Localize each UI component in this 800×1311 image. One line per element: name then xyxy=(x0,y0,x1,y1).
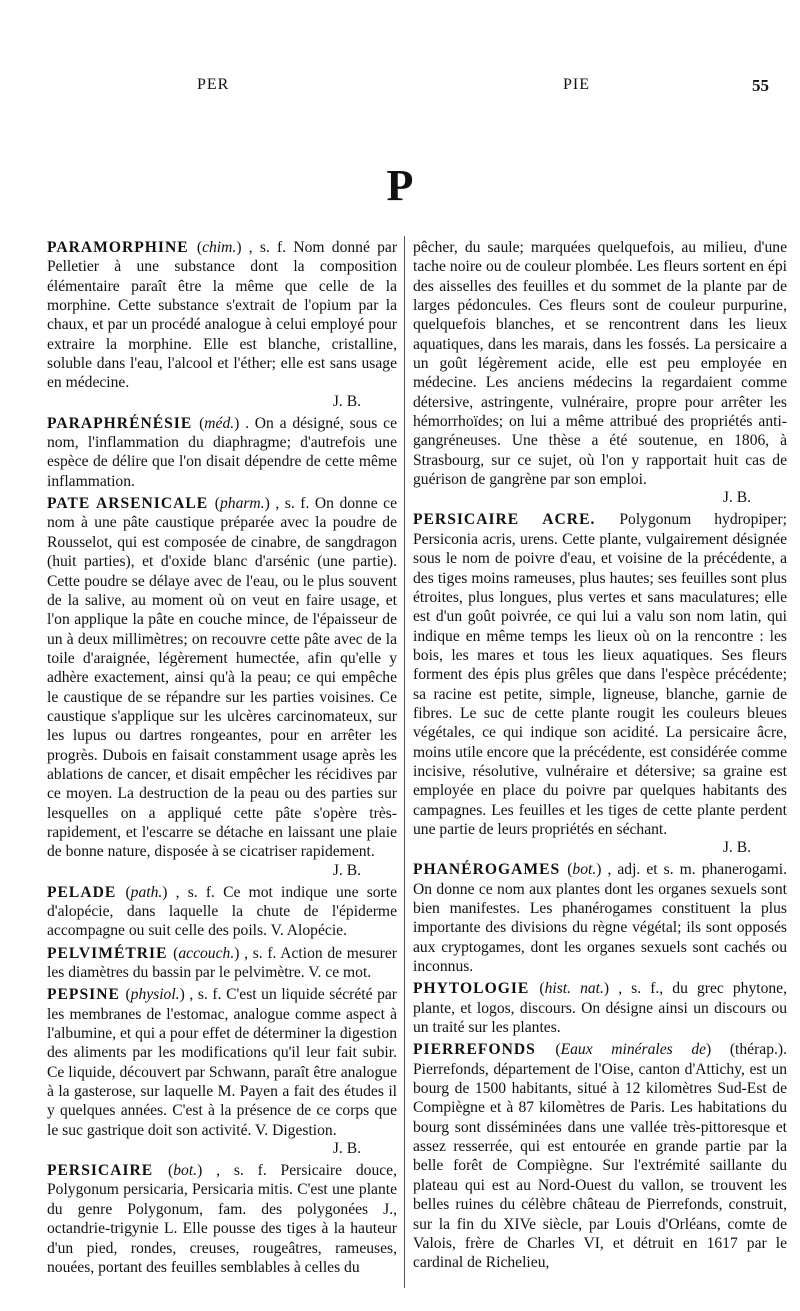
dictionary-entry xyxy=(47,414,397,491)
right-column xyxy=(413,238,787,1276)
dictionary-entry xyxy=(413,979,787,1037)
entry-headword: PATE ARSENICALE xyxy=(47,495,209,513)
running-head-right: PIE xyxy=(563,76,590,93)
section-letter: P xyxy=(386,161,414,210)
entry-domain: ( physiol. ) xyxy=(125,986,189,1003)
entry-domain: ( chim. ) xyxy=(197,239,249,256)
dictionary-entry xyxy=(47,1161,397,1277)
dictionary-entry xyxy=(47,883,397,941)
entry-signature: J. B. xyxy=(722,839,751,857)
entry-headword: PHYTOLOGIE xyxy=(413,980,530,998)
entry-domain: ( pharm. ) xyxy=(215,495,276,512)
entry-text: , s. f. Ce mot indique une sorte d'alopécie, dans laquelle la chute de l'épiderme accompagne ou suit celle des poils. V. Alopécie. xyxy=(47,883,398,940)
entry-headword: PERSICAIRE xyxy=(47,1162,154,1180)
entry-text: , adj. et s. m. phanerogami. On donne ce nom aux plantes dont les organes sexuels sont bien manifestes. Les phanérogames constituent la plus importante des divisions du règne végétal; ils sont opposés aux cryptogames, dont les organes sexuels sont cachés ou inconnus. xyxy=(413,861,788,976)
entry-text: Polygonum hydropiper; Persiconia acris, urens. Cette plante, vulgairement désignée sous le nom de poivre d'eau, et voisine de la précédente, a des tiges moins rameuses, plus hautes; ses feuilles sont plus étroites, plus longues, plus vertes et sans maculatures; elle est d'un goût poivrée, ce qui lui a valu son nom latin, qui indique en même temps les lieux où on la rencontre : les bois, les mares et tous les lieux aquatiques. Ses fleurs forment des épis plus grêles que dans l'espèce précédente; sa racine est petite, simple, ligneuse, blanche, garnie de fibres. Le suc de cette plante rougit les couleurs bleues végétales, ce qui indique son acidité. La persicaire âcre, moins utile encore que la précédente, est considérée comme incisive, résolutive, vulnéraire et détersive; sa graine est employée en place du poivre par quelques habitants des campagnes. Les feuilles et les tiges de cette plante perdent une partie de leurs propriétés en séchant. xyxy=(413,511,787,838)
entry-headword: PARAMORPHINE xyxy=(47,239,189,256)
entry-signature: J. B. xyxy=(332,1140,361,1158)
entry-signature: J. B. xyxy=(722,489,751,507)
running-head-left: PER xyxy=(197,76,230,93)
dictionary-entry xyxy=(413,510,787,857)
entry-headword: PERSICAIRE ACRE. xyxy=(413,511,596,529)
entry-signature: J. B. xyxy=(332,861,361,879)
entry-headword: PELVIMÉTRIE xyxy=(47,944,168,962)
entry-headword: PARAPHRÉNÉSIE xyxy=(47,414,193,432)
entry-text: , s. f. Persicaire douce, Polygonum persicaria, Persicaria mitis. C'est une plante du genre Polygonum, fam. des polygonées J., octandrie-trigynie L. Elle pousse des tiges à la hauteur d'un pied, rondes, creuses, rougeâtres, rameuses, nouées, portant des feuilles semblables à celles du xyxy=(47,1162,397,1276)
entry-domain: ( accouch. ) xyxy=(173,945,244,962)
entry-domain: ( méd. ) xyxy=(199,415,245,432)
dictionary-entry xyxy=(47,944,397,983)
entry-text: (thérap.). Pierrefonds, département de l'Oise, canton d'Attichy, est un bourg de 1500 habitants, situé à 12 kilomètres Sud-Est de Compiègne et à 87 kilomètres de Paris. Les habitations du bourg sont disséminées dans une vallée très-pittoresque et assez resserrée, qui est entourée en grande partie par la belle forêt de Compiègne. Sur l'extrémité saillante du plateau qui est au Nord-Ouest du vallon, se trouvent les belles ruines du célèbre château de Pierrefonds, construit, sur la fin du XIVe siècle, par Louis d'Orléans, comte de Valois, frère de Charles VI, et détruit en 1617 par le cardinal de Richelieu, xyxy=(413,1041,787,1272)
dictionary-entry xyxy=(47,494,397,880)
entry-signature: J. B. xyxy=(332,392,361,410)
left-column xyxy=(47,238,397,1280)
entry-headword: PELADE xyxy=(47,883,117,901)
dictionary-entry xyxy=(413,238,787,507)
entry-text: , s. f., du grec phytone, plante, et logos, discours. On désigne ainsi un discours ou un traité sur les plantes. xyxy=(413,980,788,1037)
entry-text: , s. f. On donne ce nom à une pâte caustique préparée avec la poudre de Rousselot, qui est composée de cinabre, de sangdragon (huit parties), et d'oxide blanc d'arsénic (une partie). Cette poudre se délaye avec de l'eau, ou le plus souvent de la salive, au moment où on veut en faire usage, et l'on applique la pâte en couche mince, de l'épaisseur de un à deux millimètres; on recouvre cette pâte avec de la toile d'araignée, légèrement humectée, afin qu'elle y adhère exactement, ainsi qu'à la peau; ce qui empêche le caustique de se répandre sur les parties voisines. Ce caustique s'applique sur les ulcères carcinomateux, sur les lupus ou dartres rongeantes, pour en arrêter les progrès. Dubois en faisait constamment usage après les ablations de cancer, et disait empêcher les récidives par ce moyen. La destruction de la peau ou des parties sur lesquelles on a appliqué cette pâte s'opère très-rapidement, et l'escarre se détache en laissant une plaie de bonne nature, disposée à se cicatriser rapidement. xyxy=(47,495,397,861)
entry-text: , s. f. Nom donné par Pelletier à une substance dont la composition élémentaire paraît être la même que celle de la morphine. Cette substance s'extrait de l'opium par la chaux, et par un procédé analogue à celui employé pour extraire la morphine. Elle est blanche, cristalline, soluble dans l'eau, l'alcool et l'éther; elle est sans usage en médecine. xyxy=(47,239,398,392)
page-number: 55 xyxy=(752,76,769,95)
entry-domain: ( bot. ) xyxy=(567,861,607,878)
dictionary-entry xyxy=(413,1040,787,1272)
entry-domain: ( hist. nat. ) xyxy=(539,980,618,997)
entry-headword: PEPSINE xyxy=(47,986,120,1004)
dictionary-entry xyxy=(47,238,397,411)
entry-text: pêcher, du saule; marquées quelquefois, au milieu, d'une tache noire ou de couleur plombée. Les fleurs sortent en épi des aisselles des feuilles et du sommet de la plante par de larges pédoncules. Ces fleurs sont de couleur purpurine, quelquefois blanches, et se rencontrent dans les lieux aquatiques, dans les marais, dans les fossés. La persicaire a un goût légèrement acide, elle est peu employée en médecine. Les anciens médecins la regardaient comme détersive, astringente, vulnéraire, propre pour arrêter les hémorrhoïdes; on lui a même attribué des propriétés anti-gangréneuses. Une thèse a été soutenue, en 1806, à Strasbourg, sur ce sujet, où l'on y rapportait huit cas de guérison de gangrène par son emploi. xyxy=(413,239,787,489)
entry-text: . On a désigné, sous ce nom, l'inflammation du diaphragme; d'autrefois une espèce de délire que l'on disait dépendre de cette même inflammation. xyxy=(47,414,397,490)
entry-headword: PIERREFONDS xyxy=(413,1041,536,1059)
entry-headword: PHANÉROGAMES xyxy=(413,861,561,879)
entry-domain: ( bot. ) xyxy=(168,1162,216,1179)
entry-domain: ( path. ) xyxy=(125,884,175,901)
dictionary-entry xyxy=(47,985,397,1158)
entry-text: , s. f. C'est un liquide sécrété par les membranes de l'estomac, analogue comme aspect à l'albumine, et qui a pour effet de déterminer la digestion des aliments par les modifications qu'il leur fait subir. Ce liquide, découvert par Schwann, paraît être analogue à la gasterose, sur laquelle M. Payen a fait des études il y quelques années. C'est à la présence de ce corps que le suc gastrique doit son activité. V. Digestion. xyxy=(47,986,397,1139)
entry-domain: ( Eaux minérales de ) xyxy=(555,1041,729,1058)
entry-text: , s. f. Action de mesurer les diamètres du bassin par le pelvimètre. V. ce mot. xyxy=(47,944,397,982)
column-divider xyxy=(404,236,405,1288)
dictionary-entry xyxy=(413,860,787,976)
